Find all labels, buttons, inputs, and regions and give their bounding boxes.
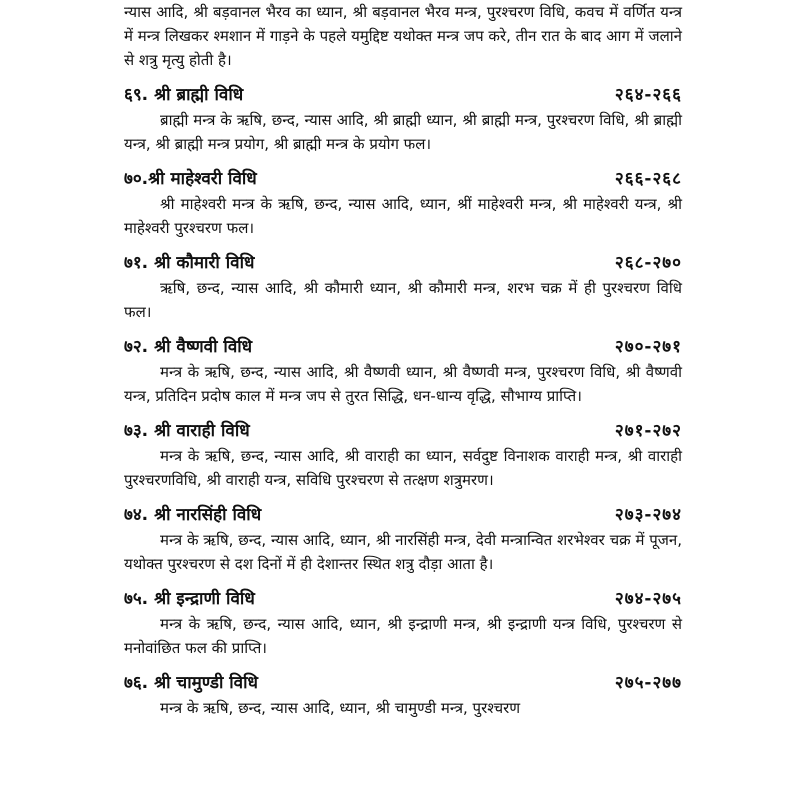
section-body: मन्त्र के ऋषि, छन्द, न्यास आदि, श्री वाराही का ध्यान, सर्वदुष्ट विनाशक वाराही मन्त्र, श्री वाराही पुरश्चरणविधि, श्री वाराही यन्त्र, सविधि पुरश्चरण से तत्क्षण शत्रुमरण। <box>124 447 682 489</box>
page-range: २७१-२७२ <box>614 421 682 441</box>
section-72 <box>124 334 682 408</box>
section-body: मन्त्र के ऋषि, छन्द, न्यास आदि, ध्यान, श्री चामुण्डी मन्त्र, पुरश्चरण <box>160 699 521 717</box>
section-title: श्री कौमारी विधि <box>154 253 255 273</box>
section-heading <box>124 334 682 360</box>
section-label <box>124 166 257 192</box>
section-label <box>124 586 255 612</box>
page-range: २६४-२६६ <box>614 85 682 105</box>
section-heading <box>124 418 682 444</box>
section-label <box>124 502 261 528</box>
section-body: मन्त्र के ऋषि, छन्द, न्यास आदि, श्री वैष्णवी ध्यान, श्री वैष्णवी मन्त्र, पुरश्चरण विधि, श्री वैष्णवी यन्त्र, प्रतिदिन प्रदोष काल में मन्त्र जप से तुरत सिद्धि, धन-धान्य वृद्धि, सौभाग्य प्राप्ति। <box>124 363 682 405</box>
section-label <box>124 334 252 360</box>
section-heading <box>124 82 682 108</box>
page-range: २६६-२६८ <box>614 169 682 189</box>
section-label <box>124 670 258 696</box>
section-title: श्री ब्राह्मी विधि <box>154 85 244 105</box>
section-body: ब्राह्मी मन्त्र के ऋषि, छन्द, न्यास आदि, श्री ब्राह्मी ध्यान, श्री ब्राह्मी मन्त्र, पुरश्चरण विधि, श्री ब्राह्मी यन्त्र, श्री ब्राह्मी मन्त्र प्रयोग, श्री ब्राह्मी मन्त्र के प्रयोग फल। <box>124 111 682 153</box>
section-body: मन्त्र के ऋषि, छन्द, न्यास आदि, ध्यान, श्री नारसिंही मन्त्र, देवी मन्त्रान्वित शरभेश्वर चक्र में पूजन, यथोक्त पुरश्चरण से दश दिनों में ही देशान्तर स्थित शत्रु दौड़ा आता है। <box>124 531 682 573</box>
section-number: ७४. <box>124 505 149 525</box>
section-number: ७६. <box>124 673 149 693</box>
section-heading <box>124 586 682 612</box>
section-number: ६९. <box>124 85 149 105</box>
section-number: ७५. <box>124 589 149 609</box>
section-74 <box>124 502 682 576</box>
section-body: श्री माहेश्वरी मन्त्र के ऋषि, छन्द, न्यास आदि, ध्यान, श्रीं माहेश्वरी मन्त्र, श्री माहेश्वरी यन्त्र, श्री माहेश्वरी पुरश्चरण फल। <box>124 195 682 237</box>
section-heading <box>124 670 682 696</box>
section-number: ७१. <box>124 253 149 273</box>
section-heading <box>124 250 682 276</box>
section-title: श्री चामुण्डी विधि <box>154 673 258 693</box>
section-number: ७३. <box>124 421 149 441</box>
page-range: २७४-२७५ <box>614 589 682 609</box>
page-range: २७३-२७४ <box>614 505 682 525</box>
page-range: २७५-२७७ <box>614 673 682 693</box>
section-number: ७०. <box>124 169 149 189</box>
section-title: श्री वैष्णवी विधि <box>154 337 253 357</box>
section-body: ऋषि, छन्द, न्यास आदि, श्री कौमारी ध्यान, श्री कौमारी मन्त्र, शरभ चक्र में ही पुरश्चरण विधि फल। <box>124 279 682 321</box>
section-title: श्री इन्द्राणी विधि <box>154 589 255 609</box>
page-range: २६८-२७० <box>614 253 682 273</box>
section-body: मन्त्र के ऋषि, छन्द, न्यास आदि, ध्यान, श्री इन्द्राणी मन्त्र, श्री इन्द्राणी यन्त्र विधि, पुरश्चरण से मनोवांछित फल की प्राप्ति। <box>124 615 682 657</box>
section-69 <box>124 82 682 156</box>
intro-paragraph: न्यास आदि, श्री बड़वानल भैरव का ध्यान, श्री बड़वानल भैरव मन्त्र, पुरश्चरण विधि, कवच में वर्णित यन्त्र में मन्त्र लिखकर श्मशान में गाड़ने के पहले यमुद्दिष्ट यथोक्त मन्त्र जप करे, तीन रात के बाद आग में जलाने से शत्रु मृत्यु होती है। <box>124 3 682 69</box>
section-title: श्री वाराही विधि <box>154 421 250 441</box>
section-number: ७२. <box>124 337 149 357</box>
section-heading <box>124 166 682 192</box>
section-label <box>124 250 254 276</box>
section-title: श्री माहेश्वरी विधि <box>148 169 257 189</box>
section-71 <box>124 250 682 324</box>
section-73 <box>124 418 682 492</box>
section-76 <box>124 670 682 720</box>
section-title: श्री नारसिंही विधि <box>154 505 262 525</box>
section-heading <box>124 502 682 528</box>
section-label <box>124 418 250 444</box>
section-label <box>124 82 243 108</box>
page-range: २७०-२७१ <box>614 337 682 357</box>
section-75 <box>124 586 682 660</box>
section-70 <box>124 166 682 240</box>
